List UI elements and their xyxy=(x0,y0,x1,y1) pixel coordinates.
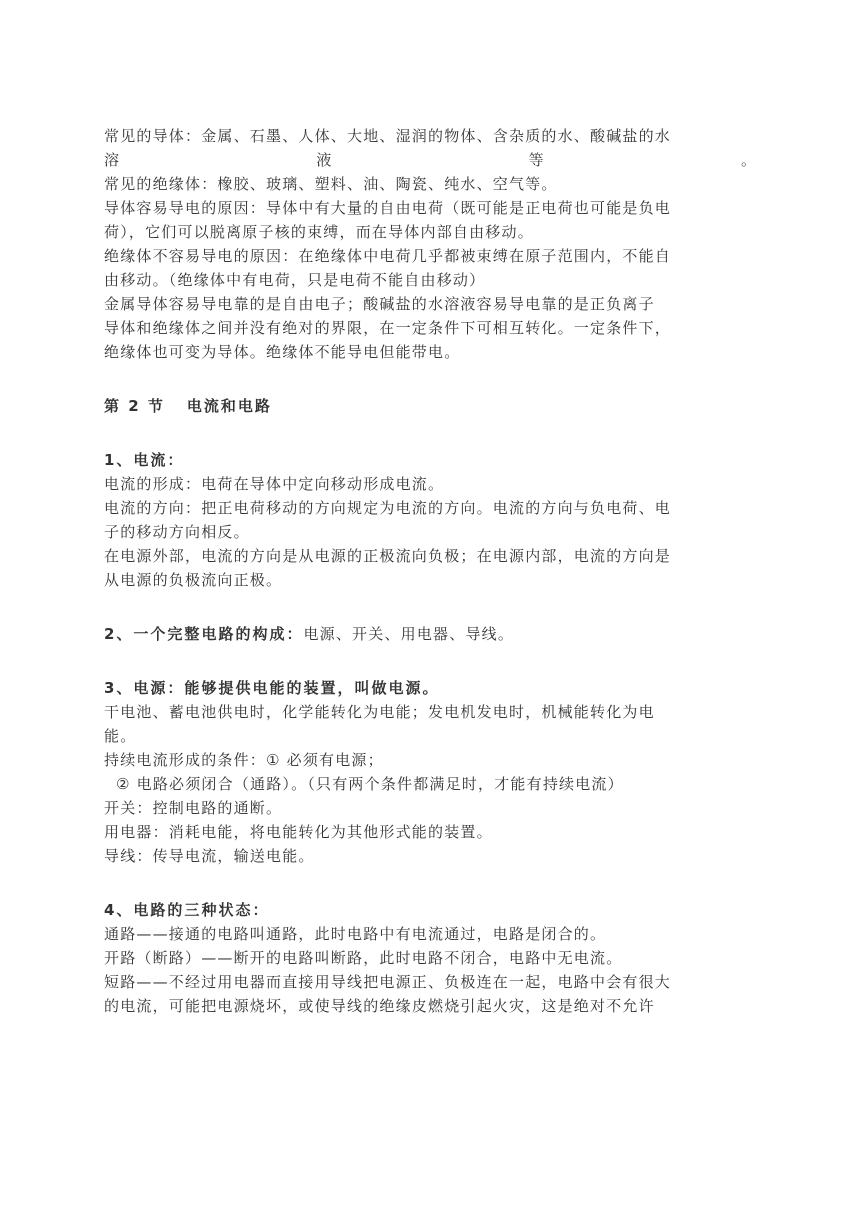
item3-line: 持续电流形成的条件：① 必须有电源； xyxy=(104,751,384,769)
spacer xyxy=(104,868,756,898)
item3-line: ② 电路必须闭合（通路）。（只有两个条件都满足时，才能有持续电流） xyxy=(116,775,624,793)
item2-heading: 2、一个完整电路的构成： xyxy=(104,625,304,643)
item2-text: 电源、开关、用电器、导线。 xyxy=(303,625,515,643)
paragraph-line: 导体和绝缘体之间并没有绝对的界限，在一定条件下可相互转化。一定条件下， xyxy=(104,319,672,337)
item3-line: 能。 xyxy=(104,727,137,745)
item4-line: 短路——不经过用电器而直接用导线把电源正、负极连在一起，电路中会有很大 xyxy=(104,973,672,991)
item3-line: 用电器：消耗电能，将电能转化为其他形式能的装置。 xyxy=(104,823,493,841)
document-body xyxy=(104,124,756,1018)
spacer xyxy=(104,592,756,622)
item3-heading: 3、电源：能够提供电能的装置，叫做电源。 xyxy=(104,679,440,697)
item4-line: 的电流，可能把电源烧坏，或使导线的绝缘皮燃烧引起火灾，这是绝对不允许 xyxy=(104,997,655,1015)
justified-char: 液 xyxy=(316,151,332,169)
item1-heading: 1、电流： xyxy=(104,451,185,469)
paragraph-line: 绝缘体也可变为导体。绝缘体不能导电但能带电。 xyxy=(104,343,461,361)
justified-line xyxy=(104,148,756,172)
justified-char: 等 xyxy=(528,151,544,169)
section-title: 电流和电路 xyxy=(186,397,272,415)
justified-char: 溶 xyxy=(104,151,120,169)
item3-line: 干电池、蓄电池供电时，化学能转化为电能；发电机发电时，机械能转化为电 xyxy=(104,703,655,721)
item4-heading: 4、电路的三种状态： xyxy=(104,901,270,919)
paragraph-line: 导体容易导电的原因：导体中有大量的自由电荷（既可能是正电荷也可能是负电 xyxy=(104,199,672,217)
paragraph-line: 荷），它们可以脱离原子核的束缚，而在导体内部自由移动。 xyxy=(104,223,534,241)
spacer xyxy=(104,364,756,394)
paragraph-line: 金属导体容易导电靠的是自由电子；酸碱盐的水溶液容易导电靠的是正负离子 xyxy=(104,295,655,313)
item4-line: 通路——接通的电路叫通路，此时电路中有电流通过，电路是闭合的。 xyxy=(104,925,607,943)
item1-line: 从电源的负极流向正极。 xyxy=(104,571,283,589)
section-number: 第 2 节 xyxy=(104,397,165,415)
spacer xyxy=(104,418,756,448)
item1-line: 电流的方向：把正电荷移动的方向规定为电流的方向。电流的方向与负电荷、电 xyxy=(104,499,672,517)
spacer xyxy=(104,646,756,676)
justified-char: 。 xyxy=(740,151,756,169)
paragraph-line: 由移动。（绝缘体中有电荷，只是电荷不能自由移动） xyxy=(104,271,486,289)
item1-line: 子的移动方向相反。 xyxy=(104,523,250,541)
paragraph-line: 绝缘体不容易导电的原因：在绝缘体中电荷几乎都被束缚在原子范围内，不能自 xyxy=(104,247,672,265)
section-heading xyxy=(104,394,756,418)
item2-line xyxy=(104,622,756,646)
item4-line: 开路（断路）——断开的电路叫断路，此时电路不闭合，电路中无电流。 xyxy=(104,949,623,967)
paragraph-line: 常见的绝缘体：橡胶、玻璃、塑料、油、陶瓷、纯水、空气等。 xyxy=(104,175,558,193)
item1-line: 在电源外部，电流的方向是从电源的正极流向负极；在电源内部，电流的方向是 xyxy=(104,547,672,565)
paragraph-line: 常见的导体：金属、石墨、人体、大地、湿润的物体、含杂质的水、酸碱盐的水 xyxy=(104,127,672,145)
item3-line: 导线：传导电流，输送电能。 xyxy=(104,847,315,865)
item1-line: 电流的形成：电荷在导体中定向移动形成电流。 xyxy=(104,475,445,493)
item3-line: 开关：控制电路的通断。 xyxy=(104,799,283,817)
